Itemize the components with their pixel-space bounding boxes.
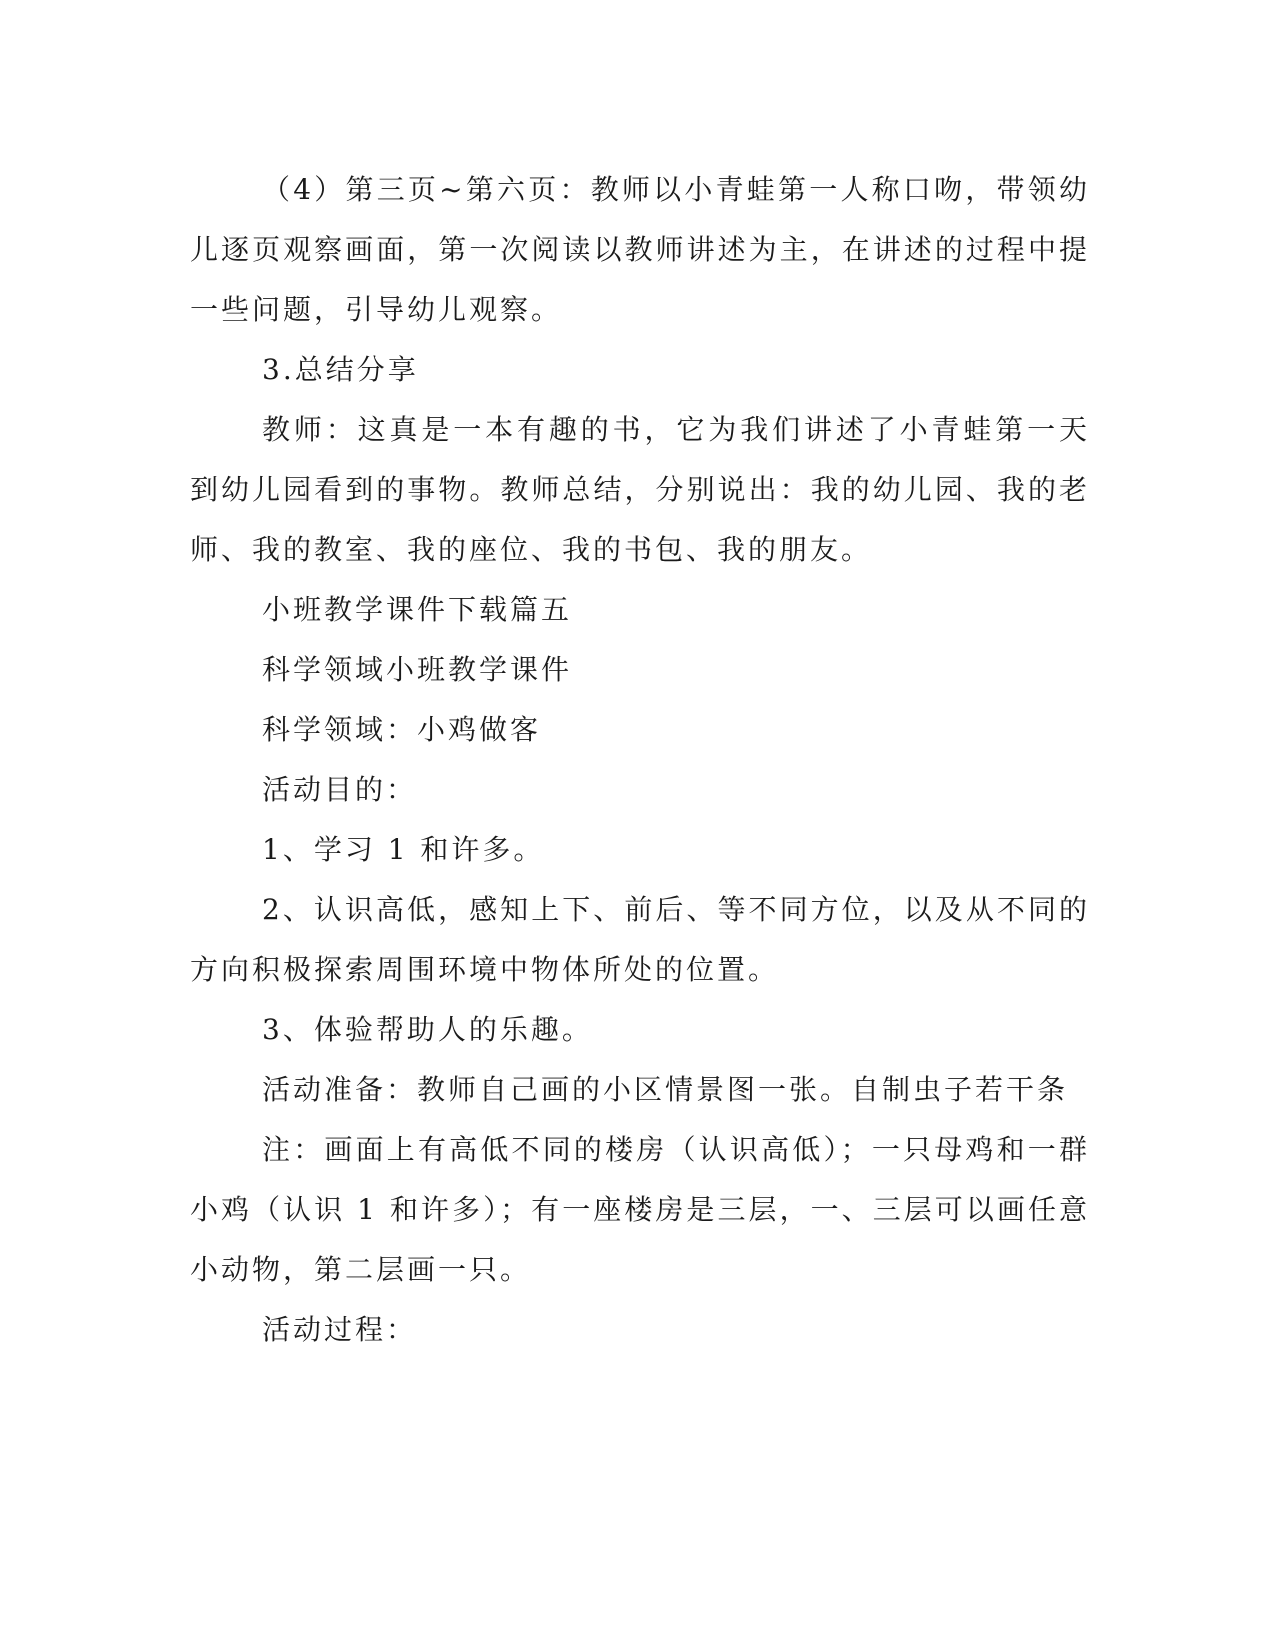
heading-science-courseware: 科学领域小班教学课件 (262, 653, 573, 686)
paragraph-teacher-summary: 教师：这真是一本有趣的书，它为我们讲述了小青蛙第一天到幼儿园看到的事物。教师总结，分别说出：我的幼儿园、我的老师、我的教室、我的座位、我的书包、我的朋友。 (190, 413, 1090, 566)
paragraph-reading-steps: （4）第三页~第六页：教师以小青蛙第一人称口吻，带领幼儿逐页观察画面，第一次阅读以教师讲述为主，在讲述的过程中提一些问题，引导幼儿观察。 (190, 173, 1090, 326)
heading-part-five: 小班教学课件下载篇五 (262, 593, 573, 626)
paragraph-note: 注：画面上有高低不同的楼房（认识高低）；一只母鸡和一群小鸡（认识 1 和许多）；有一座楼房是三层，一、三层可以画任意小动物，第二层画一只。 (190, 1133, 1090, 1286)
heading-summary-share: 3.总结分享 (262, 353, 419, 386)
goal-item-2: 2、认识高低，感知上下、前后、等不同方位，以及从不同的方向积极探索周围环境中物体所处的位置。 (190, 893, 1090, 986)
document-body (190, 160, 1090, 1360)
goal-item-1: 1、学习 1 和许多。 (262, 833, 545, 866)
heading-lesson-title: 科学领域：小鸡做客 (262, 713, 542, 746)
goal-item-3: 3、体验帮助人的乐趣。 (262, 1013, 593, 1046)
heading-activity-process: 活动过程： (262, 1313, 418, 1346)
paragraph-activity-preparation: 活动准备：教师自己画的小区情景图一张。自制虫子若干条 (262, 1073, 1069, 1106)
heading-activity-goals: 活动目的： (262, 773, 418, 806)
